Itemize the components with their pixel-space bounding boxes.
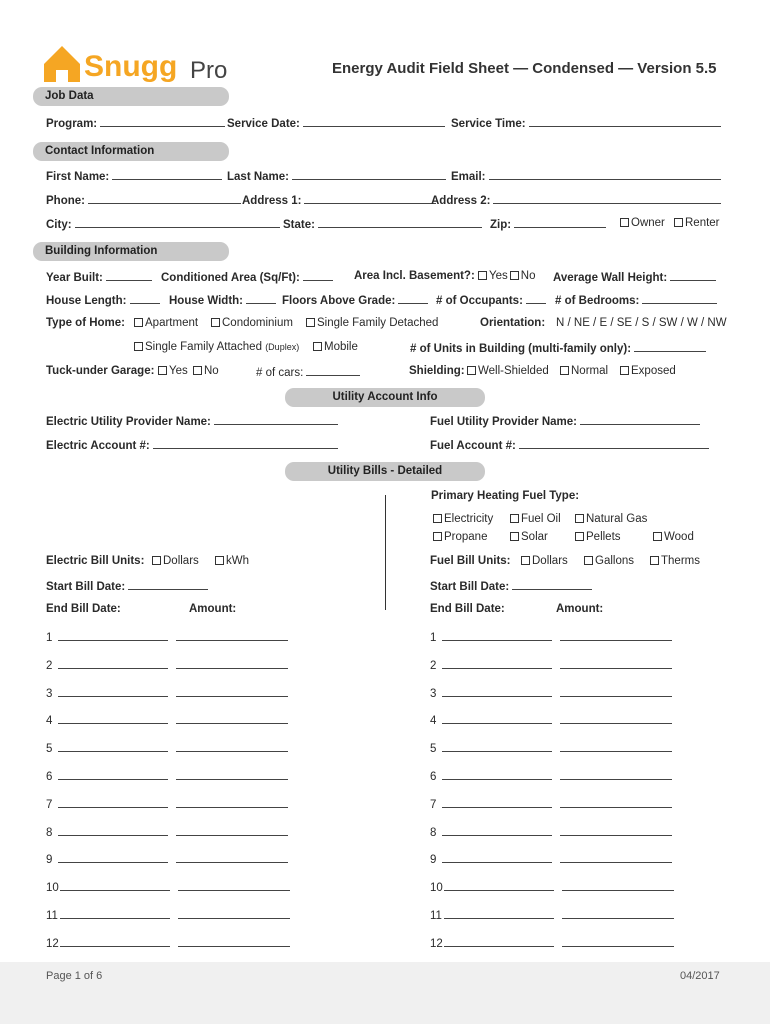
end-date-line[interactable] [60,909,170,919]
end-date-line[interactable] [444,909,554,919]
num-cars-label: # of cars: [256,367,304,379]
electric-provider-label: Electric Utility Provider Name: [46,416,211,428]
type-of-home-label: Type of Home: [46,317,126,329]
section-utility-account: Utility Account Info [285,388,485,407]
end-date-line[interactable] [58,631,168,641]
checkbox-icon [478,271,487,280]
row-number: 12 [430,937,443,950]
last-name-field[interactable] [227,169,446,183]
checkbox-icon [653,532,662,541]
amount-line[interactable] [178,881,290,891]
electric-account-field[interactable] [46,438,338,452]
row-number: 4 [430,715,437,728]
section-contact: Contact Information [33,142,229,161]
electric-bill-row[interactable] [46,659,288,672]
section-job-data: Job Data [33,87,229,106]
row-number: 6 [46,771,53,783]
row-number: 6 [430,771,437,783]
units-in-building-field[interactable] [410,341,706,355]
house-width-label: House Width: [169,295,243,307]
zip-field[interactable] [490,217,606,231]
yes-label: Yes [169,365,188,377]
end-date-line[interactable] [58,714,168,724]
fuel-bill-row[interactable] [430,770,672,783]
electric-bill-row[interactable] [46,826,288,839]
section-building: Building Information [33,242,229,261]
end-date-line[interactable] [442,798,552,808]
fuel-oil-label: Fuel Oil [521,513,561,525]
amount-line[interactable] [560,714,672,724]
tuck-under-no-checkbox[interactable] [193,365,219,377]
amount-line[interactable] [562,909,674,919]
row-number: 1 [430,632,437,644]
dollars-label: Dollars [532,555,568,567]
amount-line[interactable] [560,687,672,697]
solar-checkbox[interactable] [510,531,548,543]
fuel-end-date-header: End Bill Date: [430,603,505,615]
house-logo-icon [42,42,242,86]
page-number: Page 1 of 6 [46,970,103,982]
electric-account-label: Electric Account #: [46,440,150,452]
checkbox-icon [510,532,519,541]
apartment-label: Apartment [145,317,199,329]
start-bill-date-label: Start Bill Date: [46,581,126,593]
end-date-line[interactable] [442,687,552,697]
amount-line[interactable] [560,659,672,669]
end-date-line[interactable] [58,742,168,752]
amount-line[interactable] [176,631,288,641]
checkbox-icon [620,366,629,375]
end-date-line[interactable] [442,853,552,863]
amount-line[interactable] [178,937,290,947]
electric-bill-row[interactable] [46,853,288,866]
snugg-pro-logo [42,42,242,91]
checkbox-icon [134,342,143,351]
house-length-field[interactable] [46,293,160,307]
page-footer [0,962,770,1024]
end-date-line[interactable] [60,937,170,947]
fuel-start-date-field[interactable] [430,579,592,593]
service-time-field[interactable] [451,116,721,130]
checkbox-icon [650,556,659,565]
exposed-checkbox[interactable] [620,365,676,377]
start-bill-date-label: Start Bill Date: [430,581,510,593]
row-number: 1 [46,632,53,644]
house-length-label: House Length: [46,295,127,307]
occupants-field[interactable] [436,293,546,307]
program-label: Program: [46,118,98,130]
renter-label: Renter [685,217,720,229]
electric-bill-row[interactable] [46,909,290,922]
row-number: 10 [46,882,59,895]
occupants-label: # of Occupants: [436,295,523,307]
orientation-label: Orientation: [480,317,546,329]
end-date-line[interactable] [58,659,168,669]
pellets-checkbox[interactable] [575,531,621,543]
amount-line[interactable] [176,742,288,752]
wood-checkbox[interactable] [653,531,694,543]
propane-checkbox[interactable] [433,531,487,543]
fuel-bill-row[interactable] [430,853,672,866]
checkbox-icon [510,514,519,523]
row-number: 9 [430,854,437,867]
city-field[interactable] [46,217,280,231]
therms-checkbox[interactable] [650,555,700,567]
tuck-under-yes-checkbox[interactable] [158,365,188,377]
city-label: City: [46,219,72,231]
fuel-oil-checkbox[interactable] [510,513,561,525]
condominium-checkbox[interactable] [211,317,293,329]
checkbox-icon [306,318,315,327]
fuel-account-field[interactable] [430,438,709,452]
electric-bill-row[interactable] [46,770,288,783]
electric-provider-field[interactable] [46,414,338,428]
bedrooms-label: # of Bedrooms: [555,295,640,307]
checkbox-icon [521,556,530,565]
last-name-label: Last Name: [227,171,289,183]
amount-line[interactable] [562,881,674,891]
tuck-under-label: Tuck-under Garage: [46,365,155,377]
amount-line[interactable] [560,853,672,863]
checkbox-icon [560,366,569,375]
amount-line[interactable] [176,714,288,724]
fuel-bill-row[interactable] [430,937,674,950]
end-date-line[interactable] [58,826,168,836]
mobile-checkbox[interactable] [313,341,358,353]
end-date-line[interactable] [60,881,170,891]
exposed-label: Exposed [631,365,676,377]
row-number: 2 [430,659,437,672]
page-title: Energy Audit Field Sheet — Condensed — Version 5.5 [332,60,717,77]
year-built-field[interactable] [46,270,152,284]
fuel-bill-row[interactable] [430,798,672,811]
fuel-bill-row[interactable] [430,631,672,644]
amount-line[interactable] [176,826,288,836]
checkbox-icon [674,218,683,227]
row-number: 7 [46,798,53,811]
logo-suffix: Pro [190,57,228,84]
fuel-bill-row[interactable] [430,714,672,727]
no-label: No [520,270,536,282]
address2-label: Address 2: [431,195,491,207]
row-number: 8 [46,826,53,839]
gallons-label: Gallons [595,555,634,567]
first-name-label: First Name: [46,171,110,183]
checkbox-icon [433,514,442,523]
state-field[interactable] [283,217,482,231]
dollars-label: Dollars [163,555,199,567]
checkbox-icon [134,318,143,327]
end-date-line[interactable] [444,937,554,947]
service-time-label: Service Time: [451,118,526,130]
amount-line[interactable] [560,770,672,780]
row-number: 8 [430,826,437,839]
row-number: 5 [46,743,53,756]
row-number: 4 [46,715,53,728]
end-date-line[interactable] [442,826,552,836]
fuel-provider-field[interactable] [430,414,700,428]
electric-bill-row[interactable] [46,798,288,811]
end-date-line[interactable] [58,687,168,697]
condominium-label: Condominium [222,317,293,329]
year-built-label: Year Built: [46,272,103,284]
well-shielded-label: Well-Shielded [478,365,549,377]
primary-fuel-label: Primary Heating Fuel Type: [431,490,580,502]
electric-bill-row[interactable] [46,687,288,700]
conditioned-area-field[interactable] [161,270,333,284]
natural-gas-label: Natural Gas [586,513,648,525]
row-number: 12 [46,937,59,950]
amount-line[interactable] [560,631,672,641]
row-number: 11 [46,910,58,922]
therms-label: Therms [661,555,700,567]
electric-units-label: Electric Bill Units: [46,555,145,567]
checkbox-icon [193,366,202,375]
owner-checkbox[interactable] [620,217,665,229]
column-divider [385,495,386,610]
state-label: State: [283,219,315,231]
no-label: No [204,365,219,377]
end-date-line[interactable] [444,881,554,891]
amount-line[interactable] [560,826,672,836]
amount-line[interactable] [176,659,288,669]
kwh-label: kWh [226,555,249,567]
end-date-line[interactable] [442,714,552,724]
area-basement-field[interactable] [354,270,535,282]
bedrooms-field[interactable] [555,293,717,307]
address1-label: Address 1: [242,195,302,207]
wood-label: Wood [664,531,694,543]
service-date-label: Service Date: [227,118,300,130]
row-number: 5 [430,743,437,756]
fuel-bill-row[interactable] [430,826,672,839]
solar-label: Solar [521,531,548,543]
checkbox-icon [158,366,167,375]
mobile-label: Mobile [324,341,358,353]
electric-bill-row[interactable] [46,714,288,727]
checkbox-icon [584,556,593,565]
end-date-line[interactable] [442,659,552,669]
end-date-line[interactable] [442,631,552,641]
electric-bill-row[interactable] [46,881,290,894]
program-field[interactable] [46,116,225,130]
logo-text: Snugg [84,50,178,83]
fuel-dollars-checkbox[interactable] [521,555,568,567]
pellets-label: Pellets [586,531,621,543]
conditioned-area-label: Conditioned Area (Sq/Ft): [161,272,300,284]
amount-line[interactable] [176,798,288,808]
area-basement-label: Area Incl. Basement?: [354,270,475,282]
house-width-field[interactable] [169,293,276,307]
phone-field[interactable] [46,193,241,207]
fuel-bill-row[interactable] [430,687,672,700]
electric-dollars-checkbox[interactable] [152,555,199,567]
propane-label: Propane [444,531,488,543]
gallons-checkbox[interactable] [584,555,634,567]
amount-line[interactable] [560,742,672,752]
well-shielded-checkbox[interactable] [467,365,549,377]
amount-line[interactable] [176,770,288,780]
floors-above-label: Floors Above Grade: [282,295,396,307]
electric-amount-header: Amount: [189,603,237,615]
phone-label: Phone: [46,195,85,207]
row-number: 9 [46,854,53,867]
duplex-label: (Duplex) [265,342,300,352]
address2-field[interactable] [431,193,721,207]
avg-wall-height-label: Average Wall Height: [553,272,668,284]
yes-label: Yes [489,270,508,282]
num-cars-field[interactable] [256,365,360,379]
checkbox-icon [313,342,322,351]
checkbox-icon [575,514,584,523]
fuel-units-label: Fuel Bill Units: [430,555,511,567]
amount-line[interactable] [560,798,672,808]
checkbox-icon [575,532,584,541]
zip-label: Zip: [490,219,512,231]
fuel-electricity-checkbox[interactable] [433,513,493,525]
revision-date: 04/2017 [680,970,720,982]
electricity-label: Electricity [444,513,494,525]
kwh-checkbox[interactable] [215,555,249,567]
checkbox-icon [211,318,220,327]
row-number: 3 [430,687,437,700]
amount-line[interactable] [562,937,674,947]
single-attached-checkbox[interactable] [134,341,299,353]
single-detached-label: Single Family Detached [317,317,439,329]
electric-start-date-field[interactable] [46,579,208,593]
checkbox-icon [510,271,519,280]
checkbox-icon [433,532,442,541]
amount-line[interactable] [178,909,290,919]
service-date-field[interactable] [227,116,445,130]
renter-checkbox[interactable] [674,217,720,229]
email-field[interactable] [451,169,721,183]
apartment-checkbox[interactable] [134,317,198,329]
owner-label: Owner [631,217,665,229]
orientation-values[interactable]: N / NE / E / SE / S / SW / W / NW [556,317,727,329]
single-detached-checkbox[interactable] [306,317,438,329]
fuel-account-label: Fuel Account #: [430,440,516,452]
floors-above-field[interactable] [282,293,428,307]
row-number: 2 [46,659,53,672]
row-number: 11 [430,910,442,922]
normal-label: Normal [571,365,609,377]
checkbox-icon [467,366,476,375]
email-label: Email: [451,171,486,183]
electric-bill-row[interactable] [46,631,288,644]
electric-end-date-header: End Bill Date: [46,603,121,615]
normal-checkbox[interactable] [560,365,608,377]
row-number: 10 [430,882,443,895]
fuel-bill-row[interactable] [430,881,674,894]
checkbox-icon [152,556,161,565]
end-date-line[interactable] [442,742,552,752]
amount-line[interactable] [176,853,288,863]
amount-line[interactable] [176,687,288,697]
end-date-line[interactable] [58,798,168,808]
checkbox-icon [620,218,629,227]
fuel-bill-row[interactable] [430,659,672,672]
electric-bill-row[interactable] [46,937,290,950]
end-date-line[interactable] [58,853,168,863]
single-attached-label: Single Family Attached [145,341,262,353]
fuel-bill-row[interactable] [430,909,674,922]
row-number: 3 [46,687,53,700]
natural-gas-checkbox[interactable] [575,513,647,525]
avg-wall-height-field[interactable] [553,270,716,284]
electric-bill-row[interactable] [46,742,288,755]
shielding-label: Shielding: [409,365,465,377]
address1-field[interactable] [242,193,436,207]
end-date-line[interactable] [58,770,168,780]
checkbox-icon [215,556,224,565]
row-number: 7 [430,798,437,811]
first-name-field[interactable] [46,169,222,183]
fuel-bill-row[interactable] [430,742,672,755]
units-in-building-label: # of Units in Building (multi-family only): [410,343,632,355]
section-utility-bills: Utility Bills - Detailed [285,462,485,481]
end-date-line[interactable] [442,770,552,780]
fuel-amount-header: Amount: [556,603,604,615]
fuel-provider-label: Fuel Utility Provider Name: [430,416,577,428]
